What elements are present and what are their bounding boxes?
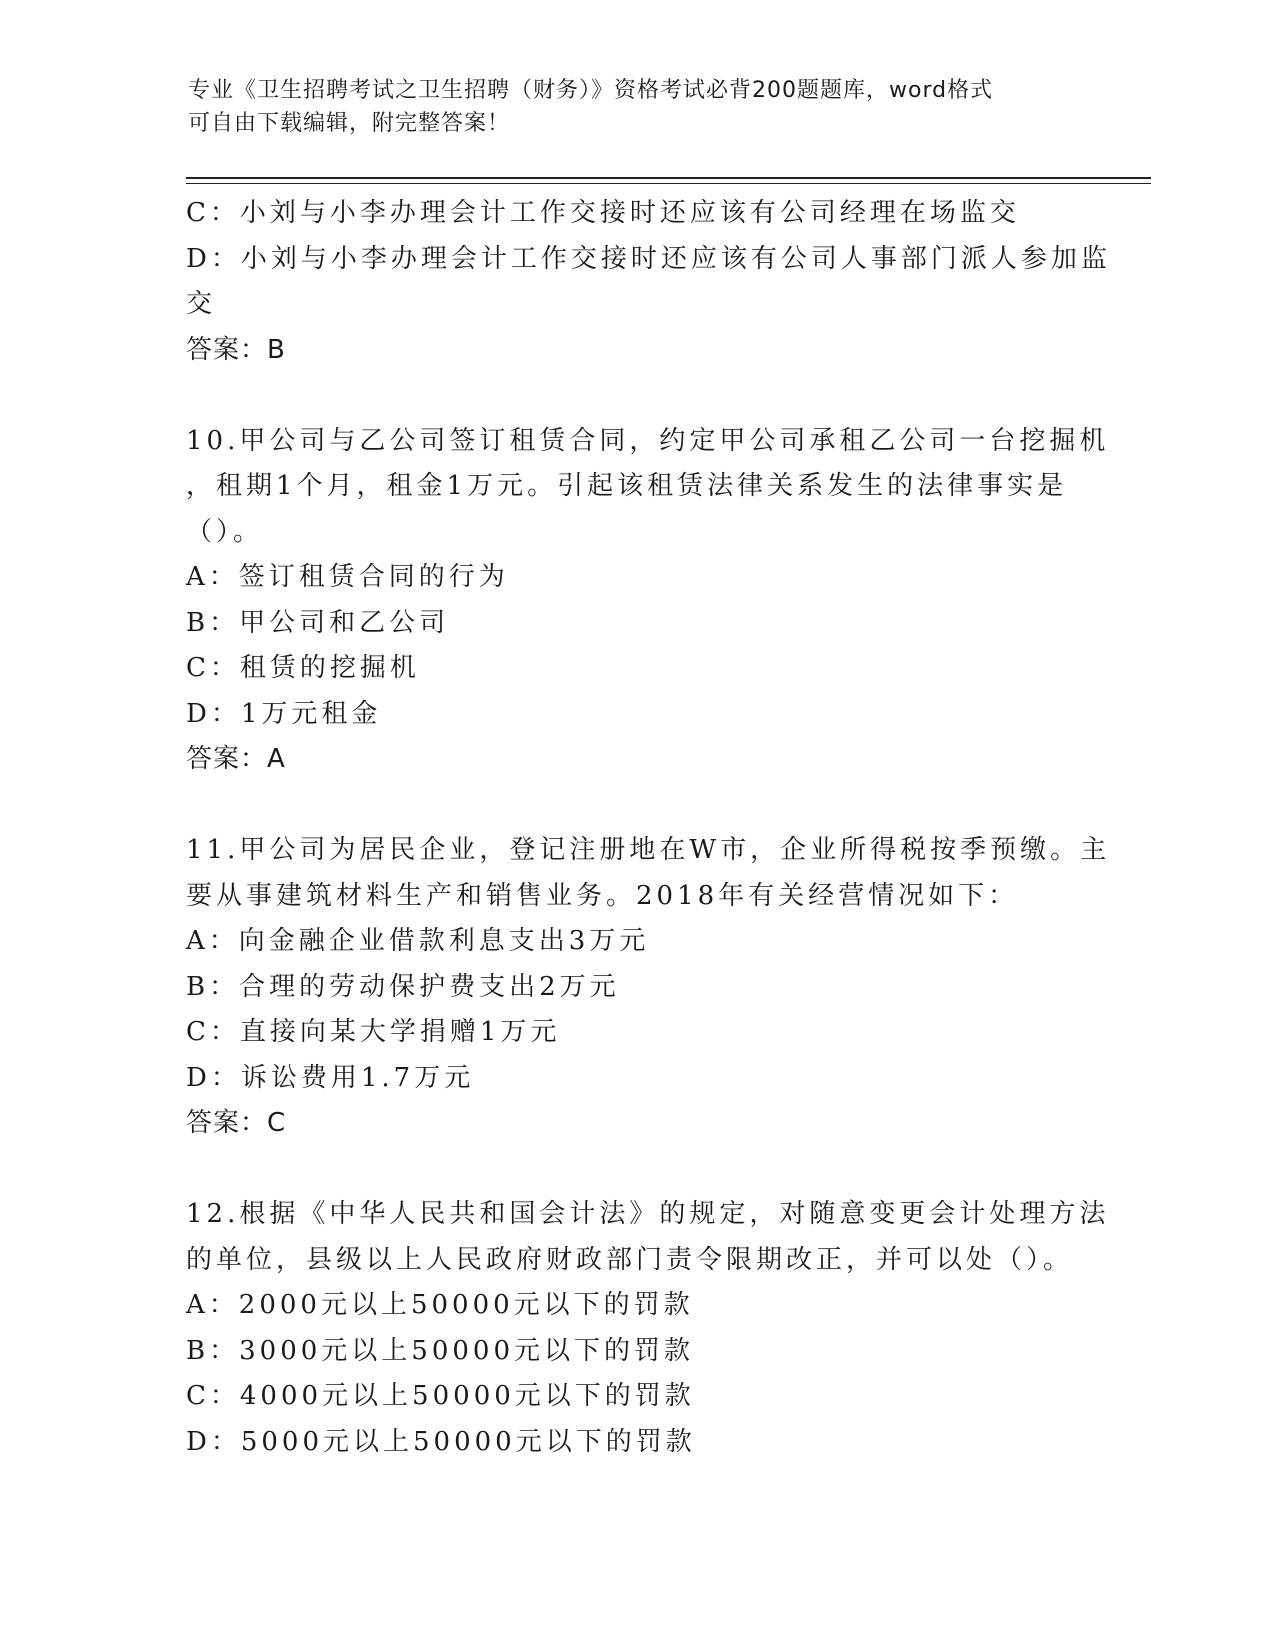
- spacer: [186, 1147, 1086, 1193]
- question-stem-continued: 的单位，县级以上人民政府财政部门责令限期改正，并可以处（）。: [186, 1244, 1074, 1275]
- question-10: [186, 419, 1110, 783]
- option-c: C：小刘与小李办理会计工作交接时还应该有公司经理在场监交: [186, 198, 1020, 228]
- question-list: [186, 191, 1111, 1465]
- question-11: [186, 828, 1111, 1147]
- option-d: D：5000元以上50000元以下的罚款: [186, 1426, 696, 1457]
- option-a: A：签订租赁合同的行为: [186, 562, 509, 592]
- question-stem: 11.甲公司为居民企业，登记注册地在W市，企业所得税按季预缴。主: [186, 835, 1111, 865]
- header-title-line-1: 专业《卫生招聘考试之卫生招聘（财务）》资格考试必背200题题库，word格式: [188, 78, 994, 103]
- spacer: [186, 373, 1086, 419]
- question-9-continued: [186, 191, 1111, 373]
- question-stem-continued: （）。: [186, 516, 264, 547]
- question-stem: 10.甲公司与乙公司签订租赁合同，约定甲公司承租乙公司一台挖掘机: [186, 425, 1110, 456]
- question-stem-continued: 要从事建筑材料生产和销售业务。2018年有关经营情况如下：: [186, 880, 1019, 911]
- option-c: C：4000元以上50000元以下的罚款: [186, 1381, 695, 1411]
- answer: 答案：A: [186, 744, 286, 774]
- option-b: B：3000元以上50000元以下的罚款: [186, 1335, 694, 1366]
- document-header: [188, 74, 1068, 140]
- question-12: [186, 1192, 1110, 1465]
- header-title-line-2: 可自由下载编辑，附完整答案！: [188, 111, 511, 136]
- option-d: D：小刘与小李办理会计工作交接时还应该有公司人事部门派人参加监: [186, 243, 1111, 274]
- answer: 答案：C: [186, 1108, 287, 1138]
- option-d-continued: 交: [186, 289, 217, 319]
- option-d: D：1万元租金: [186, 698, 382, 729]
- question-stem-continued: ，租期1个月，租金1万元。引起该租赁法律关系发生的法律事实是: [186, 471, 1068, 501]
- header-divider-thick: [186, 177, 1151, 179]
- option-d: D：诉讼费用1.7万元: [186, 1062, 475, 1093]
- option-a: A：2000元以上50000元以下的罚款: [186, 1290, 694, 1320]
- spacer: [186, 783, 1086, 829]
- option-c: C：租赁的挖掘机: [186, 653, 420, 683]
- option-b: B：甲公司和乙公司: [186, 607, 450, 638]
- option-b: B：合理的劳动保护费支出2万元: [186, 971, 620, 1002]
- answer: 答案：B: [186, 334, 286, 365]
- option-a: A：向金融企业借款利息支出3万元: [186, 926, 650, 956]
- option-c: C：直接向某大学捐赠1万元: [186, 1017, 561, 1047]
- header-divider-thin: [186, 183, 1151, 184]
- question-stem: 12.根据《中华人民共和国会计法》的规定，对随意变更会计处理方法: [186, 1199, 1110, 1229]
